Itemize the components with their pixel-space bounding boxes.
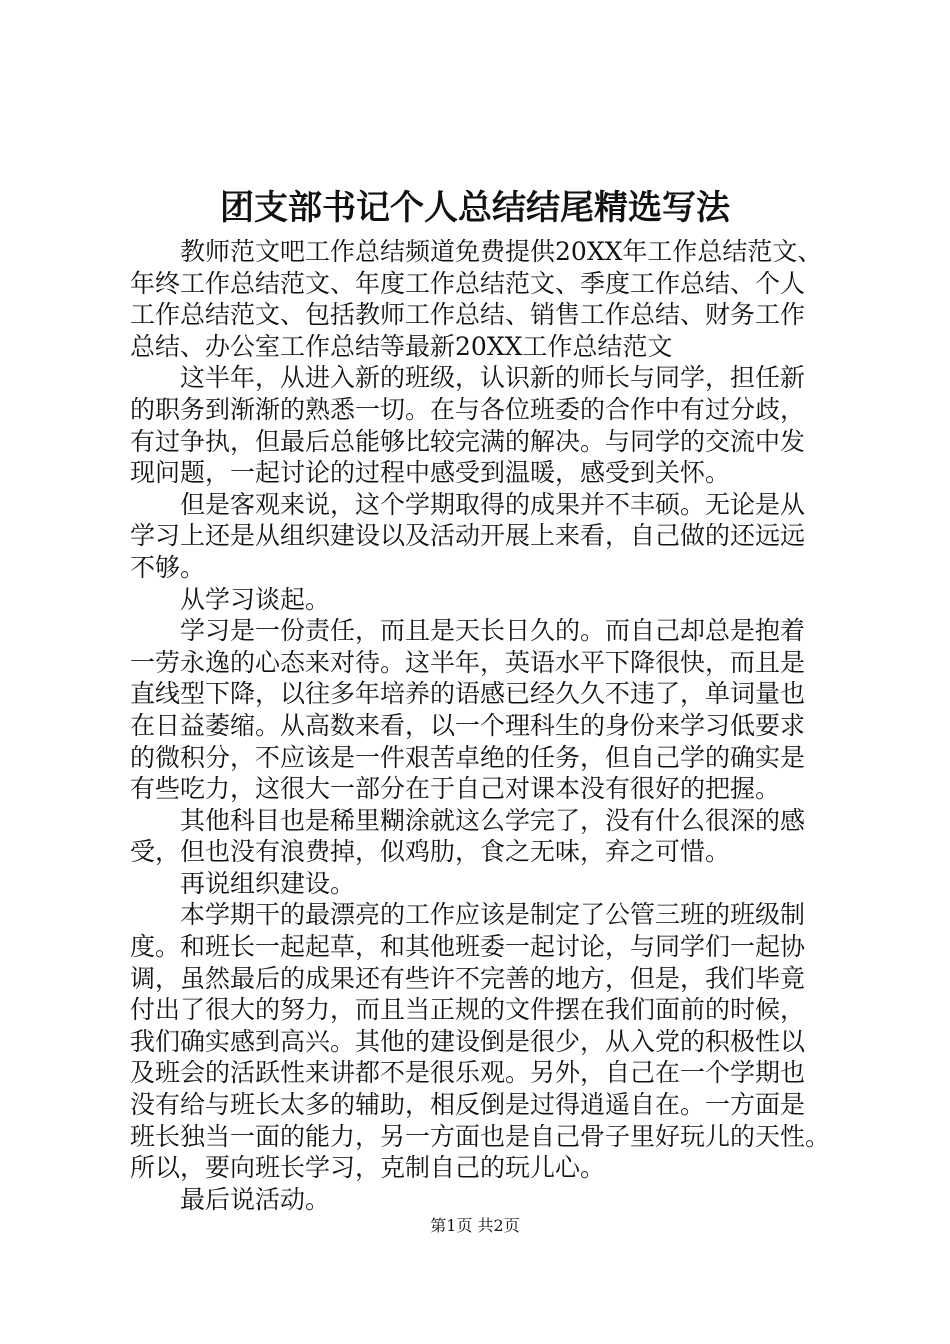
body-line: 有过争执，但最后总能够比较完满的解决。与同学的交流中发 (130, 426, 806, 456)
body-line: 在日益萎缩。从高数来看，以一个理科生的身份来学习低要求 (130, 710, 806, 740)
body-line: 有些吃力，这很大一部分在于自己对课本没有很好的把握。 (130, 774, 781, 804)
body-line: 学习是一份责任，而且是天长日久的。而自己却总是抱着 (180, 616, 806, 646)
body-line: 付出了很大的努力，而且当正规的文件摆在我们面前的时候， (130, 995, 806, 1025)
body-line: 班长独当一面的能力，另一方面也是自己骨子里好玩儿的天性。 (130, 1121, 831, 1151)
body-line: 教师范文吧工作总结频道免费提供20XX年工作总结范文、 (180, 237, 823, 266)
body-line: 其他科目也是稀里糊涂就这么学完了，没有什么很深的感 (180, 805, 806, 835)
body-line: 再说组织建设。 (180, 868, 356, 898)
body-line: 学习上还是从组织建设以及活动开展上来看，自己做的还远远 (130, 521, 806, 551)
body-line: 不够。 (130, 552, 206, 582)
body-line: 度。和班长一起起草，和其他班委一起讨论，与同学们一起协 (130, 932, 806, 962)
body-line: 本学期干的最漂亮的工作应该是制定了公管三班的班级制 (180, 900, 806, 930)
body-line: 没有给与班长太多的辅助，相反倒是过得逍遥自在。一方面是 (130, 1090, 806, 1120)
body-line: 调，虽然最后的成果还有些许不完善的地方，但是，我们毕竟 (130, 963, 806, 993)
body-line: 总结、办公室工作总结等最新20XX工作总结范文 (130, 331, 673, 361)
body-line: 及班会的活跃性来讲都不是很乐观。另外，自己在一个学期也 (130, 1058, 806, 1088)
page-number-footer: 第1页 共2页 (430, 1216, 520, 1235)
body-line: 最后说活动。 (180, 1184, 331, 1214)
body-line: 这半年，从进入新的班级，认识新的师长与同学，担任新 (180, 363, 806, 393)
body-line: 现问题，一起讨论的过程中感受到温暖，感受到关怀。 (130, 458, 731, 488)
body-line: 工作总结范文、包括教师工作总结、销售工作总结、财务工作 (130, 300, 806, 330)
body-line: 所以，要向班长学习，克制自己的玩儿心。 (130, 1153, 606, 1183)
body-line: 一劳永逸的心态来对待。这半年，英语水平下降很快，而且是 (130, 647, 806, 677)
body-line: 的职务到渐渐的熟悉一切。在与各位班委的合作中有过分歧， (130, 394, 806, 424)
body-line: 从学习谈起。 (180, 584, 331, 614)
body-line: 直线型下降，以往多年培养的语感已经久久不违了，单词量也 (130, 679, 806, 709)
body-line: 的微积分，不应该是一件艰苦卓绝的任务，但自己学的确实是 (130, 742, 806, 772)
document-title: 团支部书记个人总结结尾精选写法 (220, 188, 730, 228)
document-body (130, 236, 830, 1215)
body-line: 但是客观来说，这个学期取得的成果并不丰硕。无论是从 (180, 489, 806, 519)
body-line: 受，但也没有浪费掉，似鸡肋，食之无味，弃之可惜。 (130, 837, 731, 867)
body-line: 年终工作总结范文、年度工作总结范文、季度工作总结、个人 (130, 268, 806, 298)
body-line: 我们确实感到高兴。其他的建设倒是很少，从入党的积极性以 (130, 1026, 806, 1056)
